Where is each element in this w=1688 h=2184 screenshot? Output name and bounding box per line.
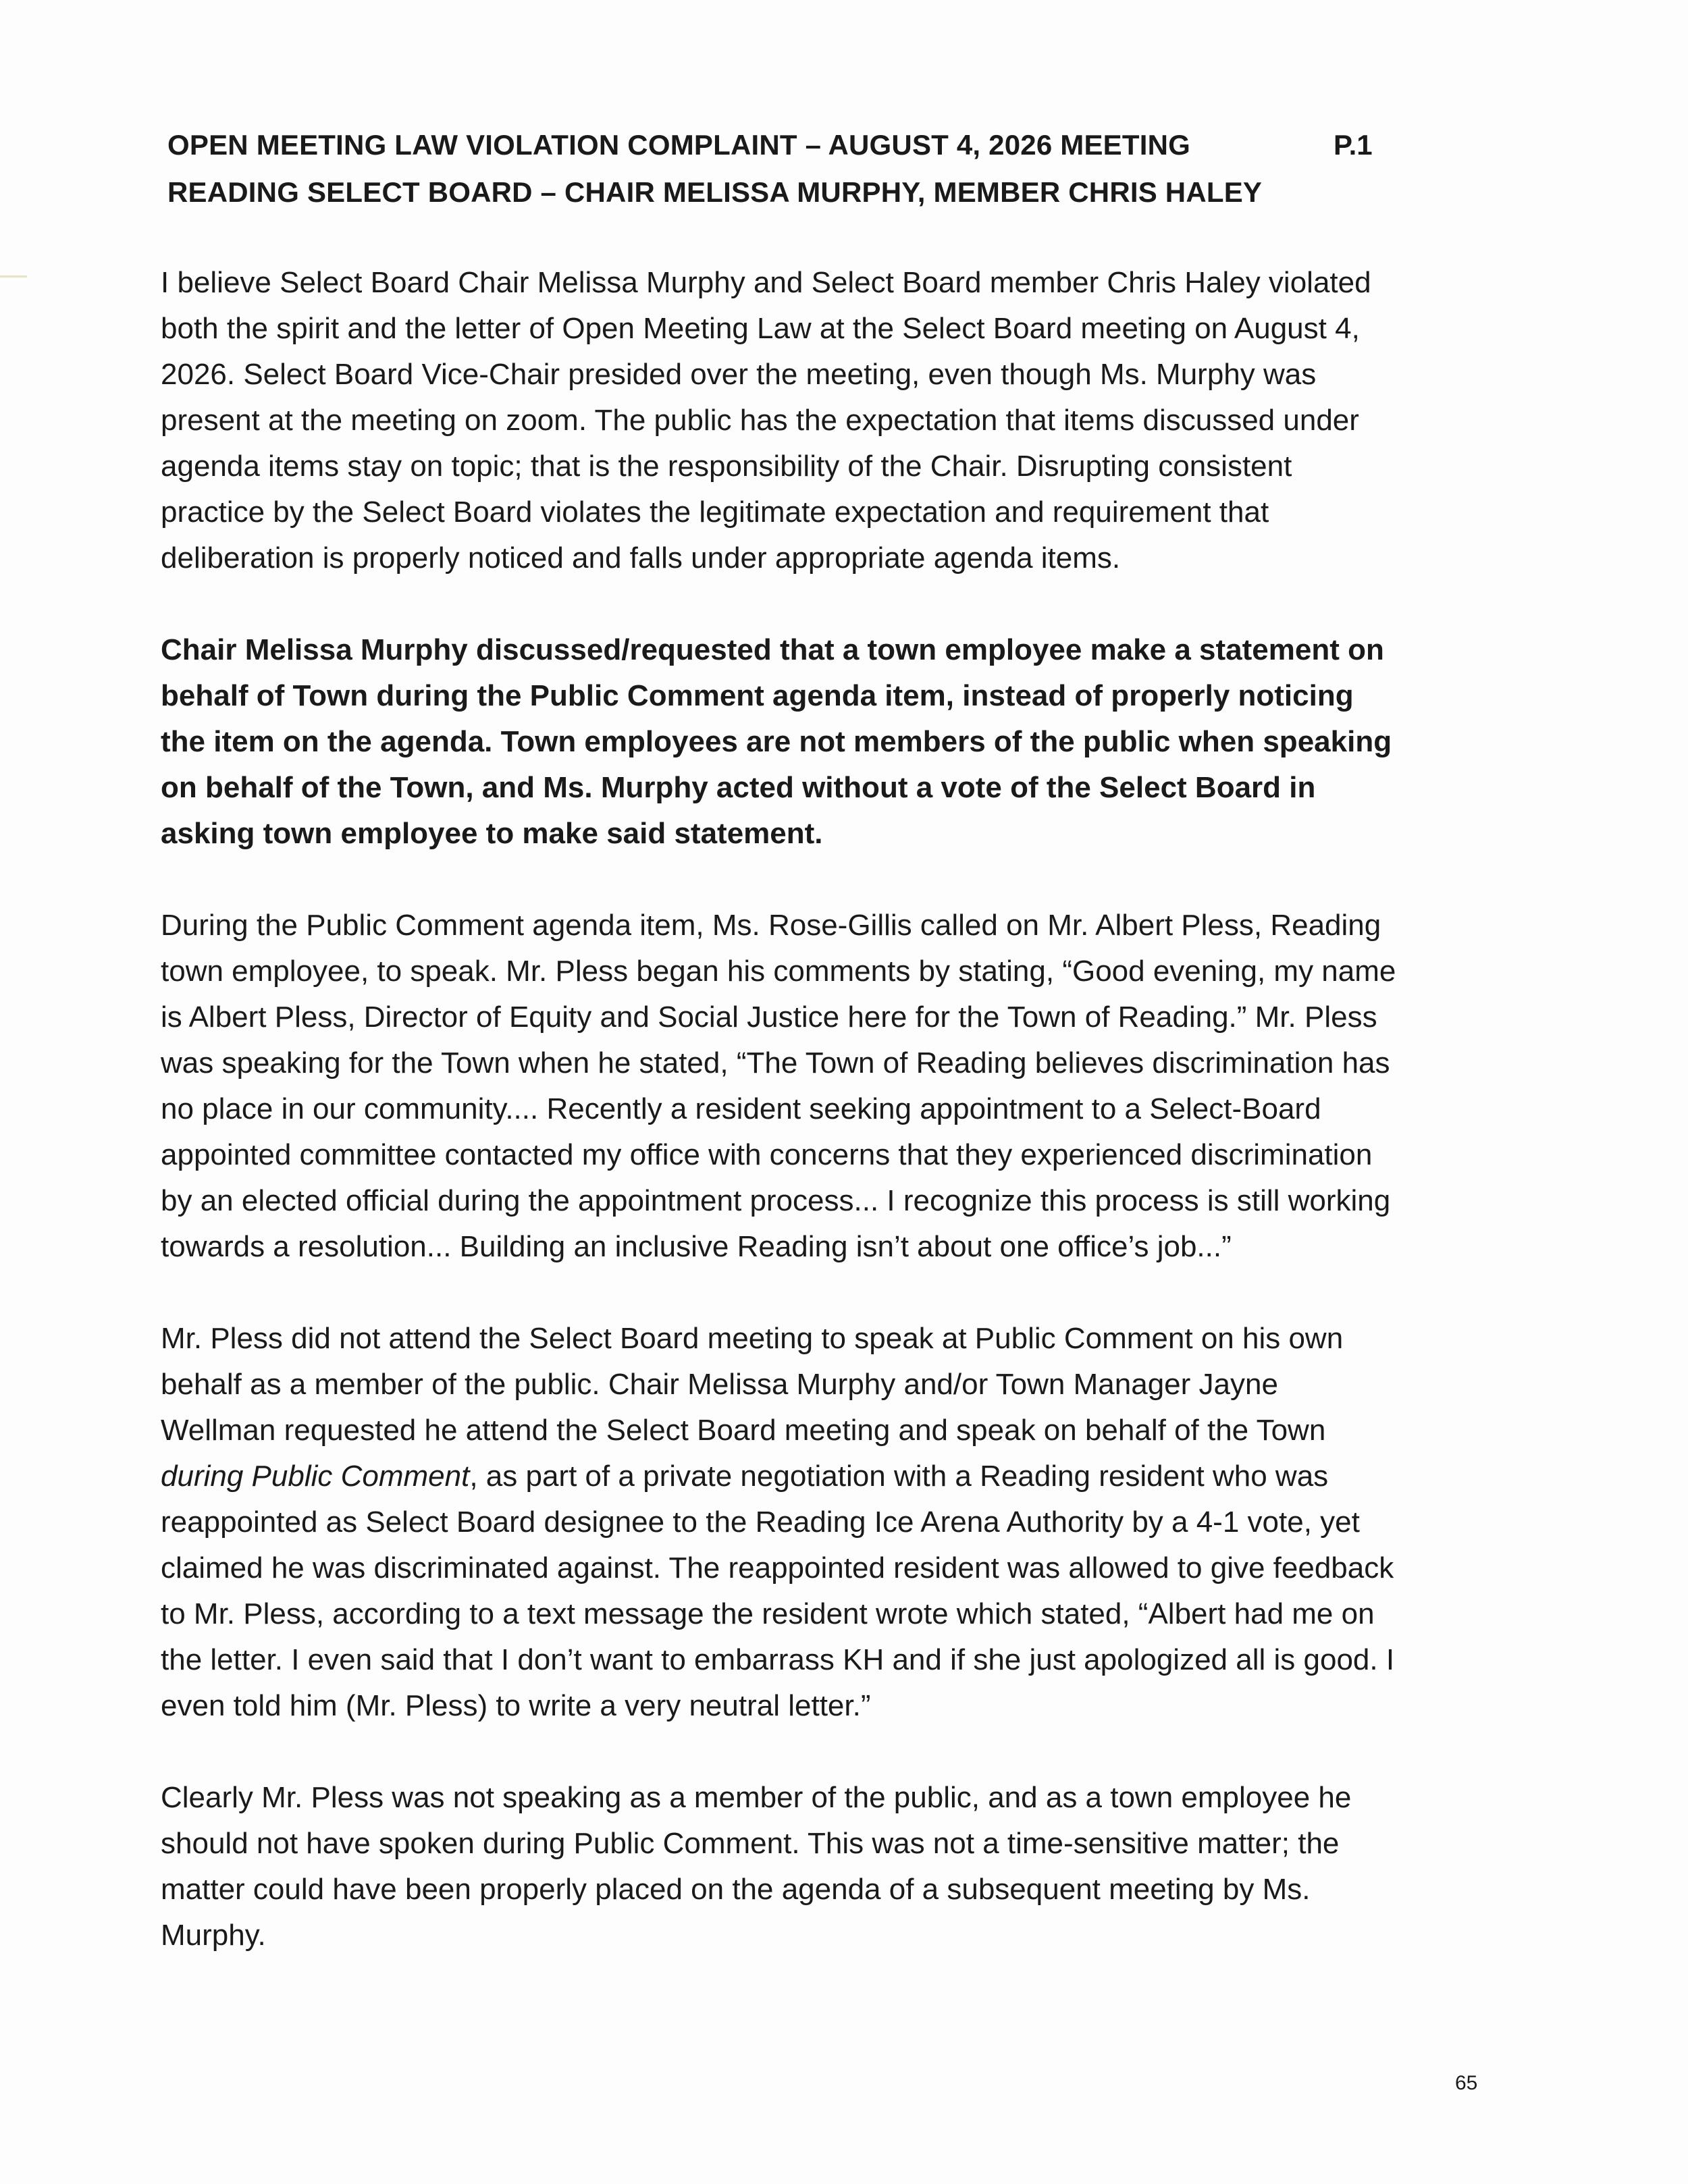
paragraph-4 [161,1316,1396,1729]
paragraph-1: I believe Select Board Chair Melissa Murphy and Select Board member Chris Haley violated both the spirit and the letter of Open Meeting Law at the Select Board meeting on August 4, 2026. Select Board Vice-Chair presided over the meeting, even though Ms. Murphy was present at the meeting on zoom. The public has the expectation that items discussed under agenda items stay on topic; that is the responsibility of the Chair. Disrupting consistent practice by the Select Board violates the legitimate expectation and requirement that deliberation is properly noticed and falls under appropriate agenda items. [161,266,1371,575]
paragraph-3: During the Public Comment agenda item, Ms. Rose-Gillis called on Mr. Albert Pless, Reading town employee, to speak. Mr. Pless began his comments by stating, “Good evening, my name is Albert Pless, Director of Equity and Social Justice here for the Town of Reading.” Mr. Pless was speaking for the Town when he stated, “The Town of Reading believes discrimination has no place in our community.... Recently a resident seeking appointment to a Select-Board appointed committee contacted my office with concerns that they experienced discrimination by an elected official during the appointment process... I recognize this process is still working towards a resolution... Building an inclusive Reading isn’t about one office’s job...” [161,909,1396,1263]
paragraph-2-bold: Chair Melissa Murphy discussed/requested that a town employee make a statement on behalf of Town during the Public Comment agenda item, instead of properly noticing the item on the agenda. Town employees are not members of the public when speaking on behalf of the Town, and Ms. Murphy acted without a vote of the Select Board in asking town employee to make said statement. [161,633,1392,850]
paragraph-4-italic: during Public Comment [161,1460,470,1493]
paragraph-5: Clearly Mr. Pless was not speaking as a member of the public, and as a town employee he should not have spoken during Public Comment. This was not a time-sensitive matter; the matter could have been properly placed on the agenda of a subsequent meeting by Ms. Murphy. [161,1781,1352,1952]
scan-artifact [0,275,27,277]
document-header [167,122,1396,216]
document-body [161,260,1396,2004]
header-title-line1: OPEN MEETING LAW VIOLATION COMPLAINT – AUGUST 4, 2026 MEETING [167,129,1191,161]
paragraph-4-part-2: , as part of a private negotiation with a Reading resident who was reappointed as Select Board designee to the Reading Ice Arena Authority by a 4-1 vote, yet claimed he was discriminated against. The reappointed resident was allowed to give feedback to Mr. Pless, according to a text message the resident wrote which stated, “Albert had me on the letter. I even said that I don’t want to embarrass KH and if she just apologized all is good. I even told him (Mr. Pless) to write a very neutral letter.” [161,1460,1395,1722]
header-title-line2: READING SELECT BOARD – CHAIR MELISSA MURPHY, MEMBER CHRIS HALEY [167,176,1263,208]
page-number: 65 [1455,2072,1478,2094]
paragraph-4-part-1: Mr. Pless did not attend the Select Board meeting to speak at Public Comment on his own behalf as a member of the public. Chair Melissa Murphy and/or Town Manager Jayne Wellman requested he attend the Select Board meeting and speak on behalf of the Town [161,1322,1344,1447]
page-label: P.1 [1334,129,1373,161]
